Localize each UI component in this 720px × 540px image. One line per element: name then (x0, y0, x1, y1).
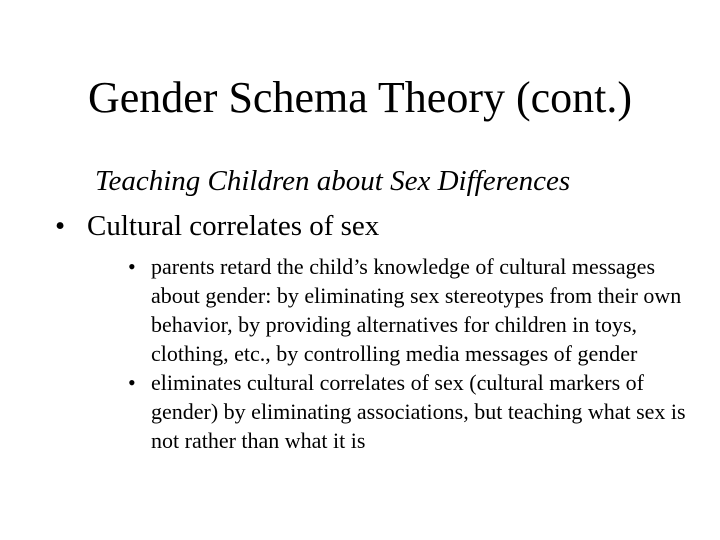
sub-bullet-list (128, 252, 688, 455)
bullet-marker: • (55, 210, 66, 242)
slide-subtitle: Teaching Children about Sex Differences (95, 165, 571, 197)
slide-title: Gender Schema Theory (cont.) (87, 73, 633, 122)
sub-bullet-marker: • (128, 370, 136, 395)
sub-bullet-text: parents retard the child’s knowledge of cultural messages about gender: by eliminating sex stereotypes from their own behavior, by providing alternatives for children in toys, clothing, etc., by controlling media messages of gender (151, 254, 682, 366)
main-bullet (55, 208, 379, 244)
sub-bullet-item (128, 368, 688, 455)
sub-bullet-marker: • (128, 254, 136, 279)
sub-bullet-item (128, 252, 688, 368)
main-bullet-text: Cultural correlates of sex (87, 210, 380, 242)
sub-bullet-text: eliminates cultural correlates of sex (cultural markers of gender) by eliminating associations, but teaching what sex is not rather than what it is (151, 370, 686, 453)
